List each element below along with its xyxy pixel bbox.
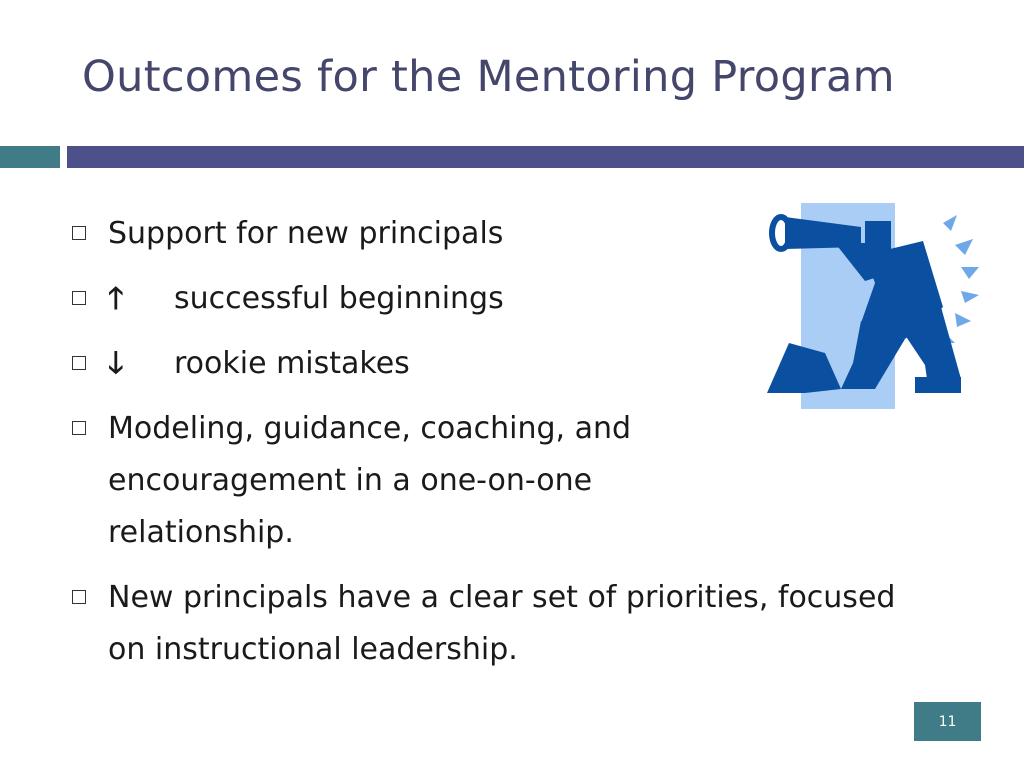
- bullet-text: rookie mistakes: [174, 346, 410, 381]
- page-number: 11: [914, 702, 981, 741]
- down-arrow-icon: 🡓: [108, 346, 124, 381]
- bullet-text: Support for new principals: [108, 216, 504, 251]
- bullet-text: Modeling, guidance, coaching, and encouragement in a one-on-one relationship.: [108, 411, 632, 550]
- slide-title: Outcomes for the Mentoring Program: [82, 52, 895, 102]
- bullet-text: successful beginnings: [174, 281, 504, 316]
- bullet-square-icon: [72, 291, 86, 305]
- title-divider-right: [67, 146, 1024, 168]
- telescope-lookout-icon: [765, 203, 985, 411]
- bullet-square-icon: [72, 421, 86, 435]
- bullet-square-icon: [72, 356, 86, 370]
- bullet-item: [72, 572, 932, 676]
- bullet-text: New principals have a clear set of priorities, focused on instructional leadership.: [108, 580, 896, 667]
- bullet-square-icon: [72, 590, 86, 604]
- up-arrow-icon: 🡑: [108, 281, 124, 316]
- bullet-item: [72, 403, 932, 559]
- title-divider-left: [0, 146, 60, 168]
- bullet-square-icon: [72, 226, 86, 240]
